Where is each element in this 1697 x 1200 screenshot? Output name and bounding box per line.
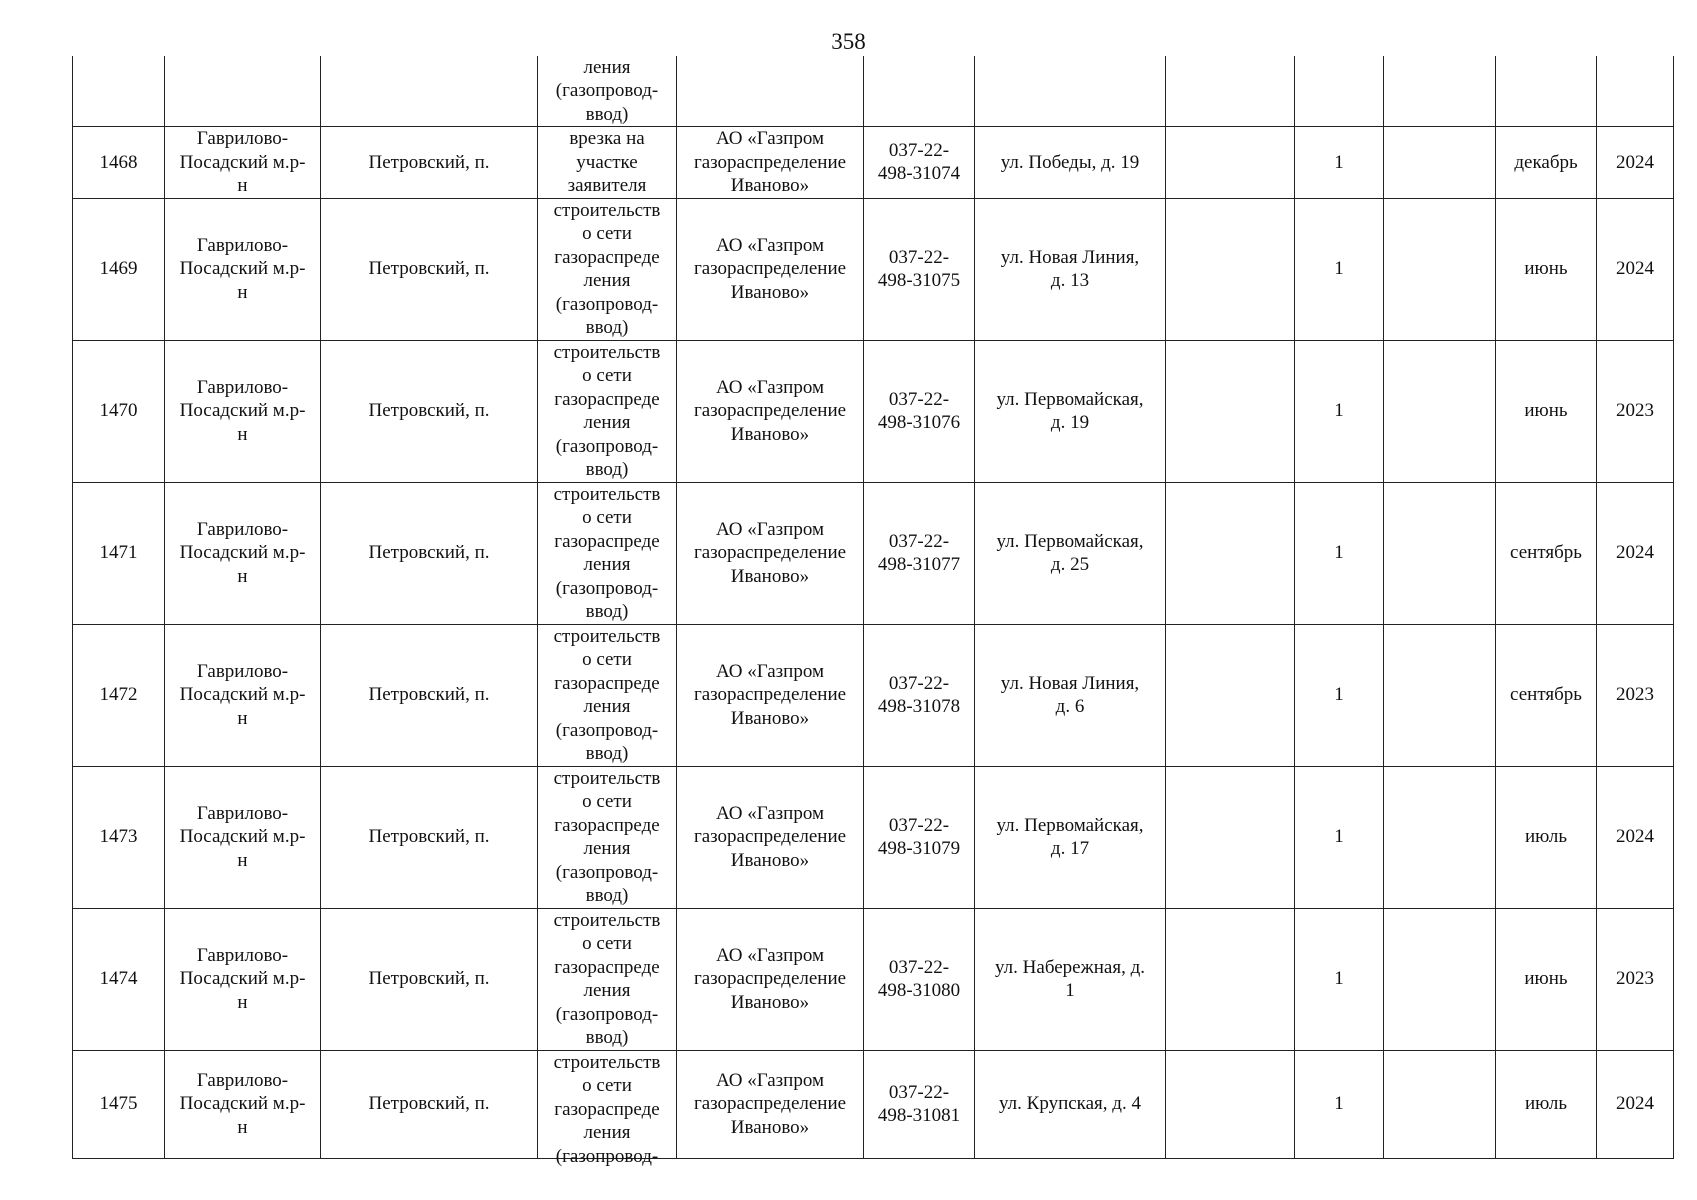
cell-empty-b [1384, 198, 1496, 340]
cell-work-type [538, 624, 677, 766]
cell-empty-b [1384, 624, 1496, 766]
cell-district [165, 624, 321, 766]
district-name: Гаврилово- Посадский м.р- н [179, 376, 306, 445]
table-row [73, 1050, 1674, 1158]
district-name: Гаврилово- Посадский м.р- н [179, 518, 306, 587]
quantity: 1 [1334, 684, 1344, 706]
year: 2023 [1616, 684, 1654, 706]
cell-empty-a [1166, 482, 1295, 624]
cell-organization [677, 56, 864, 127]
settlement-name: Петровский, п. [368, 684, 490, 706]
cell-year [1597, 56, 1674, 127]
settlement-name: Петровский, п. [368, 258, 490, 280]
district-name: Гаврилово- Посадский м.р- н [179, 1069, 306, 1138]
cell-month [1496, 482, 1597, 624]
cell-quantity [1295, 908, 1384, 1050]
address: ул. Первомайская, д. 25 [996, 530, 1144, 575]
cell-settlement [321, 340, 538, 482]
cell-empty-b [1384, 908, 1496, 1050]
district-name: Гаврилово- Посадский м.р- н [179, 128, 306, 196]
cell-empty-a [1166, 766, 1295, 908]
cell-month [1496, 340, 1597, 482]
cell-year [1597, 766, 1674, 908]
cell-settlement [321, 482, 538, 624]
quantity: 1 [1334, 151, 1344, 173]
cell-empty-a [1166, 624, 1295, 766]
table-row [73, 908, 1674, 1050]
organization-name: АО «Газпром газораспределение Иваново» [693, 376, 847, 445]
cell-address [975, 624, 1166, 766]
cell-month [1496, 127, 1597, 199]
organization-name: АО «Газпром газораспределение Иваново» [693, 660, 847, 729]
cell-year [1597, 340, 1674, 482]
cell-quantity [1295, 482, 1384, 624]
cell-code [864, 56, 975, 127]
work-type: врезка на участке заявителя [567, 128, 647, 196]
cell-quantity [1295, 766, 1384, 908]
year: 2024 [1616, 826, 1654, 848]
cell-work-type [538, 56, 677, 127]
cell-quantity [1295, 198, 1384, 340]
object-code: 037-22- 498-31080 [877, 956, 961, 1001]
object-code: 037-22- 498-31079 [877, 814, 961, 859]
cell-month [1496, 908, 1597, 1050]
address: ул. Крупская, д. 4 [999, 1093, 1141, 1115]
cell-quantity [1295, 127, 1384, 199]
cell-code [864, 908, 975, 1050]
cell-organization [677, 908, 864, 1050]
cell-empty-b [1384, 127, 1496, 199]
cell-code [864, 198, 975, 340]
cell-work-type [538, 127, 677, 199]
gasification-registry-table [72, 56, 1674, 1167]
cell-organization [677, 127, 864, 199]
cell-quantity [1295, 56, 1384, 127]
month: сентябрь [1510, 542, 1582, 564]
cell-code [864, 482, 975, 624]
cell-no [73, 198, 165, 340]
quantity: 1 [1334, 1093, 1344, 1115]
work-type: строительств о сети газораспреде ления (газопровод- ввод) [553, 341, 661, 480]
settlement-name: Петровский, п. [368, 151, 490, 173]
cell-code [864, 766, 975, 908]
table-row [73, 482, 1674, 624]
cell-code [864, 340, 975, 482]
cell-work-type [538, 766, 677, 908]
year: 2023 [1616, 400, 1654, 422]
cell-settlement [321, 908, 538, 1050]
organization-name: АО «Газпром газораспределение Иваново» [693, 944, 847, 1013]
cell-empty-a [1166, 198, 1295, 340]
table-row [73, 198, 1674, 340]
object-code: 037-22- 498-31077 [877, 530, 961, 575]
year: 2023 [1616, 968, 1654, 990]
organization-name: АО «Газпром газораспределение Иваново» [693, 802, 847, 871]
cell-month [1496, 198, 1597, 340]
cell-work-type [538, 1050, 677, 1167]
cell-address [975, 198, 1166, 340]
cell-empty-b [1384, 1050, 1496, 1158]
quantity: 1 [1334, 400, 1344, 422]
month: декабрь [1514, 151, 1578, 173]
year: 2024 [1616, 258, 1654, 280]
object-code: 037-22- 498-31074 [877, 139, 961, 185]
object-code: 037-22- 498-31078 [877, 672, 961, 717]
work-type: строительств о сети газораспреде ления (газопровод- ввод) [553, 199, 661, 338]
cell-settlement [321, 56, 538, 127]
cell-code [864, 624, 975, 766]
row-number: 1471 [99, 542, 138, 564]
cell-district [165, 482, 321, 624]
cell-empty-a [1166, 908, 1295, 1050]
work-type: строительств о сети газораспреде ления (газопровод- [553, 1051, 661, 1167]
cell-organization [677, 198, 864, 340]
object-code: 037-22- 498-31081 [877, 1081, 961, 1126]
cell-month [1496, 1050, 1597, 1158]
cell-district [165, 1050, 321, 1158]
cell-no [73, 482, 165, 624]
organization-name: АО «Газпром газораспределение Иваново» [693, 128, 847, 196]
address: ул. Первомайская, д. 19 [996, 388, 1144, 433]
cell-no [73, 766, 165, 908]
cell-district [165, 340, 321, 482]
cell-address [975, 56, 1166, 127]
cell-quantity [1295, 1050, 1384, 1158]
table-row [73, 340, 1674, 482]
table-row [73, 766, 1674, 908]
year: 2024 [1616, 151, 1654, 173]
row-number: 1472 [99, 684, 138, 706]
quantity: 1 [1334, 826, 1344, 848]
cell-no [73, 908, 165, 1050]
row-number: 1473 [99, 826, 138, 848]
page-number: 358 [831, 29, 866, 54]
cell-month [1496, 624, 1597, 766]
cell-quantity [1295, 340, 1384, 482]
quantity: 1 [1334, 258, 1344, 280]
settlement-name: Петровский, п. [368, 1093, 490, 1115]
cell-settlement [321, 1050, 538, 1158]
cell-work-type [538, 198, 677, 340]
cell-district [165, 908, 321, 1050]
cell-address [975, 766, 1166, 908]
address: ул. Победы, д. 19 [1000, 151, 1140, 173]
district-name: Гаврилово- Посадский м.р- н [179, 234, 306, 303]
cell-month [1496, 766, 1597, 908]
cell-year [1597, 624, 1674, 766]
address: ул. Новая Линия, д. 6 [1000, 672, 1140, 717]
cell-no [73, 56, 165, 127]
settlement-name: Петровский, п. [368, 826, 490, 848]
cell-month [1496, 56, 1597, 127]
cell-empty-a [1166, 1050, 1295, 1158]
year: 2024 [1616, 542, 1654, 564]
settlement-name: Петровский, п. [368, 542, 490, 564]
continued-work-type: ления (газопровод- ввод) [555, 56, 659, 125]
cell-organization [677, 766, 864, 908]
cell-empty-a [1166, 340, 1295, 482]
table-row [73, 624, 1674, 766]
cell-no [73, 340, 165, 482]
address: ул. Новая Линия, д. 13 [1000, 246, 1140, 291]
table-row [73, 127, 1674, 199]
cell-district [165, 766, 321, 908]
cell-no [73, 127, 165, 199]
cell-year [1597, 198, 1674, 340]
cell-address [975, 908, 1166, 1050]
organization-name: АО «Газпром газораспределение Иваново» [693, 518, 847, 587]
cell-district [165, 56, 321, 127]
cell-organization [677, 482, 864, 624]
month: июль [1524, 1093, 1568, 1115]
cell-empty-a [1166, 127, 1295, 199]
month: июнь [1524, 968, 1568, 990]
cell-settlement [321, 624, 538, 766]
cell-address [975, 340, 1166, 482]
cell-work-type [538, 482, 677, 624]
row-number: 1468 [99, 151, 138, 173]
district-name: Гаврилово- Посадский м.р- н [179, 660, 306, 729]
month: сентябрь [1510, 684, 1582, 706]
work-type: строительств о сети газораспреде ления (газопровод- ввод) [553, 625, 661, 764]
cell-year [1597, 482, 1674, 624]
cell-no [73, 624, 165, 766]
quantity: 1 [1334, 542, 1344, 564]
object-code: 037-22- 498-31075 [877, 246, 961, 291]
row-number: 1475 [99, 1093, 138, 1115]
work-type: строительств о сети газораспреде ления (газопровод- ввод) [553, 483, 661, 622]
cell-settlement [321, 766, 538, 908]
cell-address [975, 1050, 1166, 1158]
cell-year [1597, 127, 1674, 199]
cell-organization [677, 340, 864, 482]
settlement-name: Петровский, п. [368, 400, 490, 422]
work-type: строительств о сети газораспреде ления (газопровод- ввод) [553, 767, 661, 906]
cell-empty-b [1384, 56, 1496, 127]
year: 2024 [1616, 1093, 1654, 1115]
cell-settlement [321, 198, 538, 340]
settlement-name: Петровский, п. [368, 968, 490, 990]
cell-empty-b [1384, 340, 1496, 482]
cell-district [165, 127, 321, 199]
cell-organization [677, 1050, 864, 1158]
cell-address [975, 127, 1166, 199]
cell-empty-b [1384, 766, 1496, 908]
district-name: Гаврилово- Посадский м.р- н [179, 944, 306, 1013]
cell-empty-a [1166, 56, 1295, 127]
district-name: Гаврилово- Посадский м.р- н [179, 802, 306, 871]
address: ул. Набережная, д. 1 [995, 956, 1145, 1001]
row-number: 1469 [99, 258, 138, 280]
work-type: строительств о сети газораспреде ления (газопровод- ввод) [553, 909, 661, 1048]
row-number: 1470 [99, 400, 138, 422]
row-number: 1474 [99, 968, 138, 990]
organization-name: АО «Газпром газораспределение Иваново» [693, 1069, 847, 1138]
address: ул. Первомайская, д. 17 [996, 814, 1144, 859]
cell-settlement [321, 127, 538, 199]
month: июль [1524, 826, 1568, 848]
cell-organization [677, 624, 864, 766]
cell-year [1597, 908, 1674, 1050]
month: июнь [1524, 400, 1568, 422]
cell-quantity [1295, 624, 1384, 766]
month: июнь [1524, 258, 1568, 280]
continued-row-top [73, 56, 1674, 127]
cell-empty-b [1384, 482, 1496, 624]
organization-name: АО «Газпром газораспределение Иваново» [693, 234, 847, 303]
cell-year [1597, 1050, 1674, 1158]
cell-district [165, 198, 321, 340]
quantity: 1 [1334, 968, 1344, 990]
cell-work-type [538, 908, 677, 1050]
object-code: 037-22- 498-31076 [877, 388, 961, 433]
cell-no [73, 1050, 165, 1158]
cell-code [864, 1050, 975, 1158]
cell-address [975, 482, 1166, 624]
cell-code [864, 127, 975, 199]
cell-work-type [538, 340, 677, 482]
